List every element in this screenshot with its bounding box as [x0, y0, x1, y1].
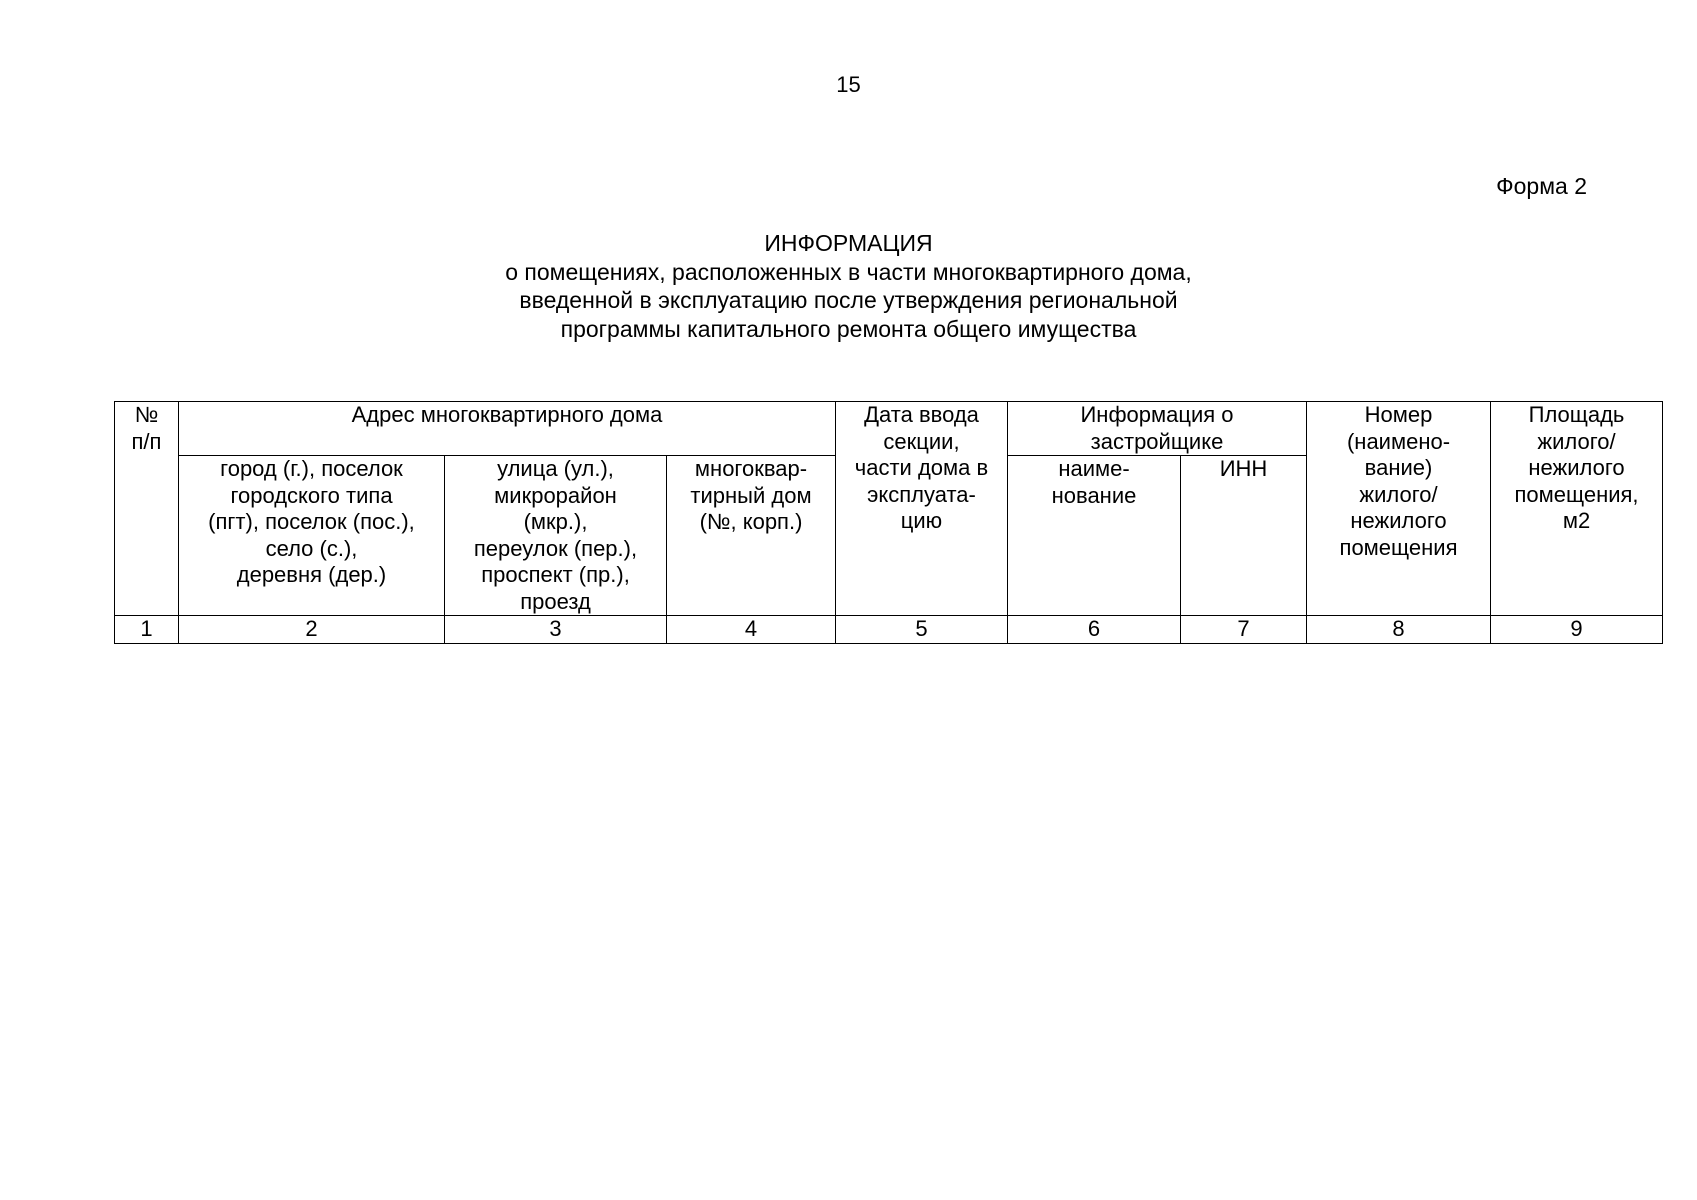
column-number-cell: 5	[836, 616, 1008, 644]
premises-table	[114, 401, 1663, 644]
header-cell-address: Адрес многоквартирного дома	[179, 402, 836, 456]
column-number-cell: 3	[445, 616, 667, 644]
column-number-cell: 7	[1181, 616, 1307, 644]
header-cell-house: многоквар- тирный дом (№, корп.)	[667, 456, 836, 616]
header-cell-street: улица (ул.), микрорайон (мкр.), переулок (пер.), проспект (пр.), проезд	[445, 456, 667, 616]
header-cell-area: Площадь жилого/ нежилого помещения, м2	[1491, 402, 1663, 616]
form-label: Форма 2	[1496, 173, 1587, 199]
header-cell-num: № п/п	[115, 402, 179, 616]
table-header-row	[115, 402, 1663, 456]
column-number-cell: 2	[179, 616, 445, 644]
header-cell-city: город (г.), поселок городского типа (пгт), поселок (пос.), село (с.), деревня (дер.)	[179, 456, 445, 616]
header-cell-room-number: Номер (наимено- вание) жилого/ нежилого помещения	[1307, 402, 1491, 616]
page-number: 15	[836, 72, 861, 97]
title-line-2: введенной в эксплуатацию после утверждения региональной	[519, 287, 1178, 313]
document-title	[0, 229, 1697, 343]
column-number-cell: 9	[1491, 616, 1663, 644]
title-heading: ИНФОРМАЦИЯ	[764, 230, 933, 256]
header-cell-date: Дата ввода секции, части дома в эксплуата- цию	[836, 402, 1008, 616]
column-number-cell: 6	[1008, 616, 1181, 644]
header-cell-developer: Информация о застройщике	[1008, 402, 1307, 456]
column-number-cell: 4	[667, 616, 836, 644]
header-cell-developer-name: наиме- нование	[1008, 456, 1181, 616]
title-line-1: о помещениях, расположенных в части многоквартирного дома,	[505, 258, 1192, 285]
column-number-cell: 1	[115, 616, 179, 644]
table-column-number-row	[115, 616, 1663, 644]
title-line-3: программы капитального ремонта общего имущества	[560, 315, 1137, 342]
column-number-cell: 8	[1307, 616, 1491, 644]
header-cell-inn: ИНН	[1181, 456, 1307, 616]
